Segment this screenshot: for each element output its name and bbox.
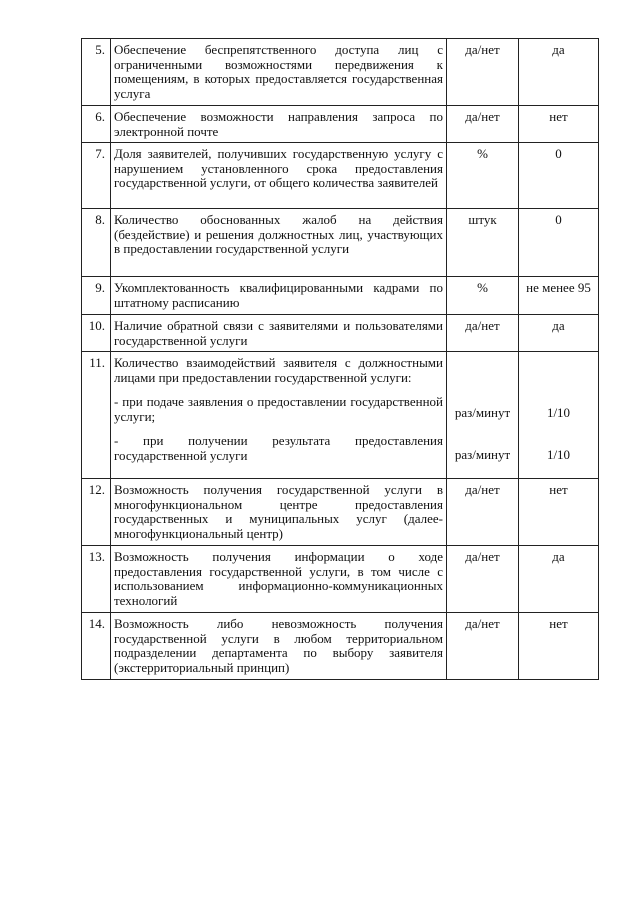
indicator-description: Возможность получения информации о ходе предоставления государственной услуги, в том числе с использованием информационно-коммуникационных технологий: [111, 546, 447, 613]
normative-value: не менее 95: [519, 277, 599, 315]
row-number: 8.: [82, 209, 111, 277]
sub-item-unit: раз/минут: [454, 446, 511, 462]
table-row: [82, 277, 599, 315]
unit-of-measure: да/нет: [447, 546, 519, 613]
indicator-description: Обеспечение беспрепятственного доступа лиц с ограниченными возможностями передвижения к помещениям, в которых предоставляется государственная услуга: [111, 39, 447, 106]
indicator-description: Количество обоснованных жалоб на действия (бездействие) и решения должностных лиц, участвующих в предоставлении государственной услуги: [111, 209, 447, 277]
row-number: 5.: [82, 39, 111, 106]
indicator-description: Обеспечение возможности направления запроса по электронной почте: [111, 106, 447, 143]
normative-value: 0: [519, 143, 599, 209]
table-row: [82, 143, 599, 209]
sub-item-value: 1/10: [546, 446, 571, 462]
unit-of-measure: штук: [447, 209, 519, 277]
table-row: [82, 315, 599, 352]
row-number: 13.: [82, 546, 111, 613]
table-row: [82, 39, 599, 106]
indicator-description-main: Количество взаимодействий заявителя с должностными лицами при предоставлении государственной услуги:: [114, 355, 443, 385]
normative-value: нет: [519, 613, 599, 680]
unit-of-measure: да/нет: [447, 479, 519, 546]
normative-value: нет: [519, 479, 599, 546]
normative-value: 0: [519, 209, 599, 277]
table-row: [82, 546, 599, 613]
unit-of-measure: да/нет: [447, 613, 519, 680]
unit-of-measure: %: [447, 277, 519, 315]
table-row: [82, 479, 599, 546]
normative-value: да: [519, 546, 599, 613]
indicator-description: Доля заявителей, получивших государственную услугу с нарушением установленного срока предоставления государственной услуги, от общего количества заявителей: [111, 143, 447, 209]
row-number: 7.: [82, 143, 111, 209]
normative-value: [519, 352, 599, 479]
indicators-table: [81, 38, 599, 680]
unit-of-measure: [447, 352, 519, 479]
row-number: 6.: [82, 106, 111, 143]
row-number: 12.: [82, 479, 111, 546]
indicator-description: Укомплектованность квалифицированными кадрами по штатному расписанию: [111, 277, 447, 315]
row-number: 14.: [82, 613, 111, 680]
sub-item-unit: раз/минут: [454, 405, 511, 420]
normative-value: нет: [519, 106, 599, 143]
unit-of-measure: да/нет: [447, 106, 519, 143]
sub-item-description: - при подаче заявления о предоставлении государственной услуги;: [114, 394, 443, 424]
unit-of-measure: %: [447, 143, 519, 209]
row-number: 9.: [82, 277, 111, 315]
sub-item-description: - при получении результата предоставления государственной услуги: [114, 433, 443, 463]
table-row: [82, 209, 599, 277]
indicator-description: [111, 352, 447, 479]
row-number: 10.: [82, 315, 111, 352]
row-number: 11.: [82, 352, 111, 479]
indicator-description: Возможность либо невозможность получения государственной услуги в любом территориальном подразделении департамента по выбору заявителя (экстерриториальный принцип): [111, 613, 447, 680]
unit-of-measure: да/нет: [447, 315, 519, 352]
normative-value: да: [519, 39, 599, 106]
indicator-description: Возможность получения государственной услуги в многофункциональном центре предоставления государственных и муниципальных услуг (далее-многофункциональный центр): [111, 479, 447, 546]
table-row: [82, 613, 599, 680]
normative-value: да: [519, 315, 599, 352]
indicator-description: Наличие обратной связи с заявителями и пользователями государственной услуги: [111, 315, 447, 352]
sub-item-value: 1/10: [546, 405, 571, 420]
unit-of-measure: да/нет: [447, 39, 519, 106]
table-row: [82, 352, 599, 479]
table-row: [82, 106, 599, 143]
